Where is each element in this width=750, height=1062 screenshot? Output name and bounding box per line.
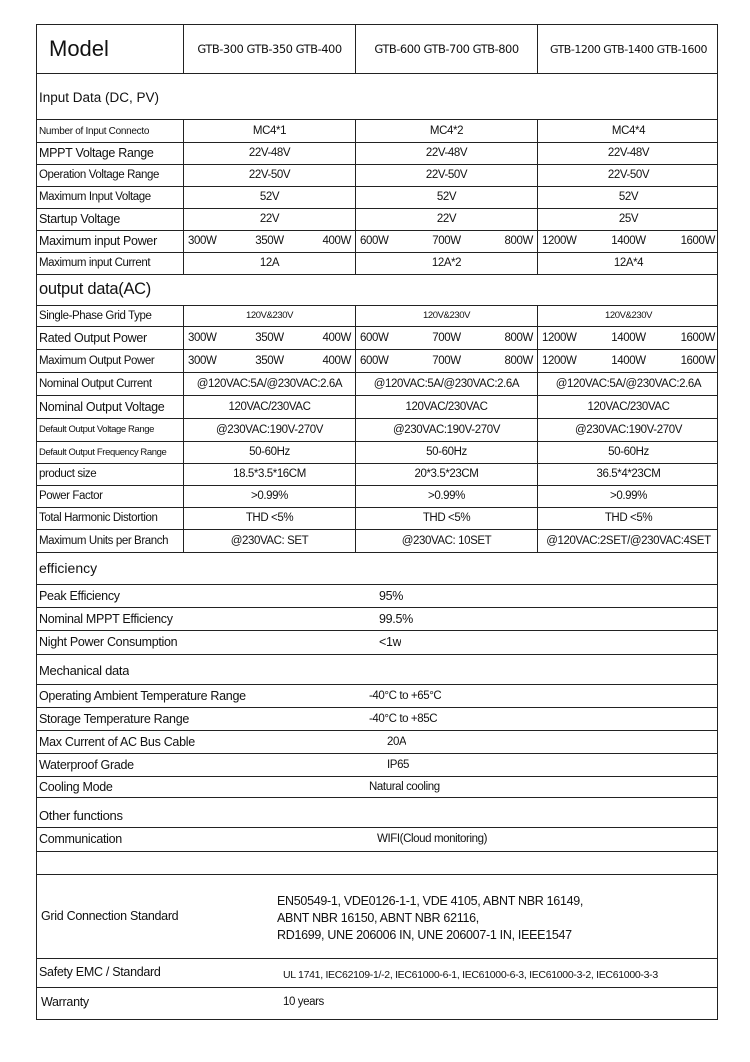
row-label: Startup Voltage [39,212,120,226]
power-value: 1600W [680,235,715,247]
value-cell: 50-60Hz [426,446,467,458]
power-value: 600W [360,354,389,367]
power-value: 600W [360,331,389,344]
mechanical-value: -40°C to +85C [369,713,438,725]
row-label: Maximum Units per Branch [39,534,169,547]
model-group-1: GTB-300 GTB-350 GTB-400 [197,42,342,56]
row-label: Maximum Input Voltage [39,191,151,203]
value-cell: 22V-48V [425,147,468,159]
spec-sheet [36,24,718,1020]
mechanical-value: 20A [387,736,407,748]
safety-label: Safety EMC / Standard [39,965,161,979]
row-label: Number of Input Connecto [39,125,150,137]
model-label: Model [49,36,109,61]
night-power-label: Night Power Consumption [39,635,178,649]
power-value: 300W [188,354,217,367]
grid-standard-label: Grid Connection Standard [41,909,179,923]
value-cell: 22V [436,213,457,225]
grid-standard-line: EN50549-1, VDE0126-1-1, VDE 4105, ABNT NBR 16149, [277,893,584,908]
power-value: 700W [432,331,461,344]
value-cell: THD <5% [245,512,294,524]
grid-standard-line: ABNT NBR 16150, ABNT NBR 62116, [277,910,479,925]
power-value: 350W [255,331,284,344]
power-value: 1200W [542,354,577,367]
value-cell: MC4*4 [611,125,646,137]
value-cell: 52V [436,191,457,203]
warranty-value: 10 years [283,996,324,1008]
power-cell [538,230,719,252]
value-cell: 12A*4 [613,257,644,269]
value-cell: 120V&230V [245,310,294,321]
power-cell [538,349,719,372]
power-value: 700W [432,354,461,367]
row-label: Power Factor [39,490,103,502]
night-power-value: <1w [379,635,402,649]
value-cell: THD <5% [604,512,653,524]
value-cell: 120VAC/230VAC [587,400,670,413]
value-cell: THD <5% [422,512,471,524]
power-value: 800W [504,235,533,247]
row-label: Single-Phase Grid Type [39,309,152,322]
value-cell: @120VAC:5A/@230VAC:2.6A [555,377,702,390]
value-cell: >0.99% [251,490,288,502]
value-cell: 22V [259,213,280,225]
value-cell: 120V&230V [422,310,471,321]
safety-value: UL 1741, IEC62109-1/-2, IEC61000-6-1, IEC61000-6-3, IEC61000-3-2, IEC61000-3-3 [283,969,658,981]
value-cell: 22V-48V [248,147,291,159]
value-cell: @120VAC:5A/@230VAC:2.6A [196,377,343,390]
power-cell [184,349,355,372]
mechanical-value: IP65 [387,759,410,771]
power-value: 300W [188,235,217,247]
value-cell: >0.99% [428,490,465,502]
input-section-title: Input Data (DC, PV) [39,89,160,105]
value-cell: @230VAC:190V-270V [216,423,323,436]
mechanical-label: Operating Ambient Temperature Range [39,689,246,703]
power-value: 700W [432,235,461,247]
power-cell [356,326,537,349]
value-cell: >0.99% [610,490,647,502]
power-value: 400W [322,235,351,247]
mechanical-label: Cooling Mode [39,780,113,794]
communication-value: WIFI(Cloud monitoring) [377,833,488,845]
power-value: 300W [188,331,217,344]
power-value: 400W [322,331,351,344]
row-label: Default Output Voltage Range [39,424,155,435]
power-value: 350W [255,235,284,247]
peak-efficiency-label: Peak Efficiency [39,589,120,603]
power-value: 1400W [611,354,646,367]
value-cell: @120VAC:2SET/@230VAC:4SET [546,534,711,547]
value-cell: 50-60Hz [608,446,649,458]
value-cell: 22V-50V [248,169,291,181]
mppt-efficiency-value: 99.5% [379,612,413,626]
efficiency-title: efficiency [39,560,98,576]
power-cell [356,349,537,372]
row-label: Nominal Output Current [39,377,152,390]
power-value: 1200W [542,331,577,344]
value-cell: MC4*1 [252,125,287,137]
mechanical-value: -40°C to +65°C [369,690,442,702]
row-label: Nominal Output Voltage [39,399,165,414]
mechanical-value: Natural cooling [369,781,440,793]
value-cell: @230VAC: 10SET [401,534,492,547]
power-cell [356,230,537,252]
value-cell: 50-60Hz [249,446,290,458]
peak-efficiency-value: 95% [379,589,404,603]
row-label: Total Harmonic Distortion [39,512,158,524]
power-cell [184,326,355,349]
mechanical-title: Mechanical data [39,662,130,678]
power-value: 800W [504,354,533,367]
value-cell: 52V [259,191,280,203]
value-cell: 120V&230V [604,310,653,321]
power-value: 1600W [680,354,715,367]
other-functions-title: Other functions [39,807,123,823]
row-label: Maximum Output Power [39,354,155,367]
row-label: product size [39,468,97,480]
mechanical-label: Max Current of AC Bus Cable [39,735,195,749]
power-value: 800W [504,331,533,344]
output-section-title: output data(AC) [39,279,151,298]
mppt-efficiency-label: Nominal MPPT Efficiency [39,612,173,626]
value-cell: 20*3.5*23CM [414,468,479,480]
value-cell: 25V [618,213,639,225]
power-value: 400W [322,354,351,367]
power-value: 1200W [542,235,577,247]
row-label: Maximum input Current [39,257,151,269]
mechanical-label: Waterproof Grade [39,758,134,772]
grid-standard-line: RD1699, UNE 206006 IN, UNE 206007-1 IN, IEEE1547 [277,927,572,942]
value-cell: 18.5*3.5*16CM [233,468,306,480]
power-value: 1600W [680,331,715,344]
power-cell [538,326,719,349]
value-cell: 12A [259,257,280,269]
mechanical-label: Storage Temperature Range [39,712,190,726]
power-value: 600W [360,235,389,247]
row-label: Default Output Frequency Range [39,446,167,458]
value-cell: @230VAC:190V-270V [575,423,682,436]
value-cell: 52V [618,191,639,203]
row-label: Operation Voltage Range [39,169,159,181]
row-label: Maximum input Power [39,234,157,248]
model-group-2: GTB-600 GTB-700 GTB-800 [374,42,519,56]
value-cell: 22V-48V [607,147,650,159]
value-cell: 36.5*4*23CM [596,468,661,480]
communication-label: Communication [39,832,122,846]
row-label: MPPT Voltage Range [39,146,154,160]
value-cell: 12A*2 [431,257,462,269]
value-cell: @230VAC: SET [230,534,309,547]
grid-standard-values [277,885,707,951]
value-cell: 22V-50V [425,169,468,181]
row-label: Rated Output Power [39,330,147,345]
model-group-3: GTB-1200 GTB-1400 GTB-1600 [549,42,708,56]
power-value: 350W [255,354,284,367]
value-cell: @120VAC:5A/@230VAC:2.6A [373,377,520,390]
power-value: 1400W [611,331,646,344]
value-cell: 120VAC/230VAC [405,400,488,413]
value-cell: @230VAC:190V-270V [393,423,500,436]
power-cell [184,230,355,252]
value-cell: 120VAC/230VAC [228,400,311,413]
value-cell: 22V-50V [607,169,650,181]
warranty-label: Warranty [41,995,89,1009]
power-value: 1400W [611,235,646,247]
value-cell: MC4*2 [429,125,464,137]
